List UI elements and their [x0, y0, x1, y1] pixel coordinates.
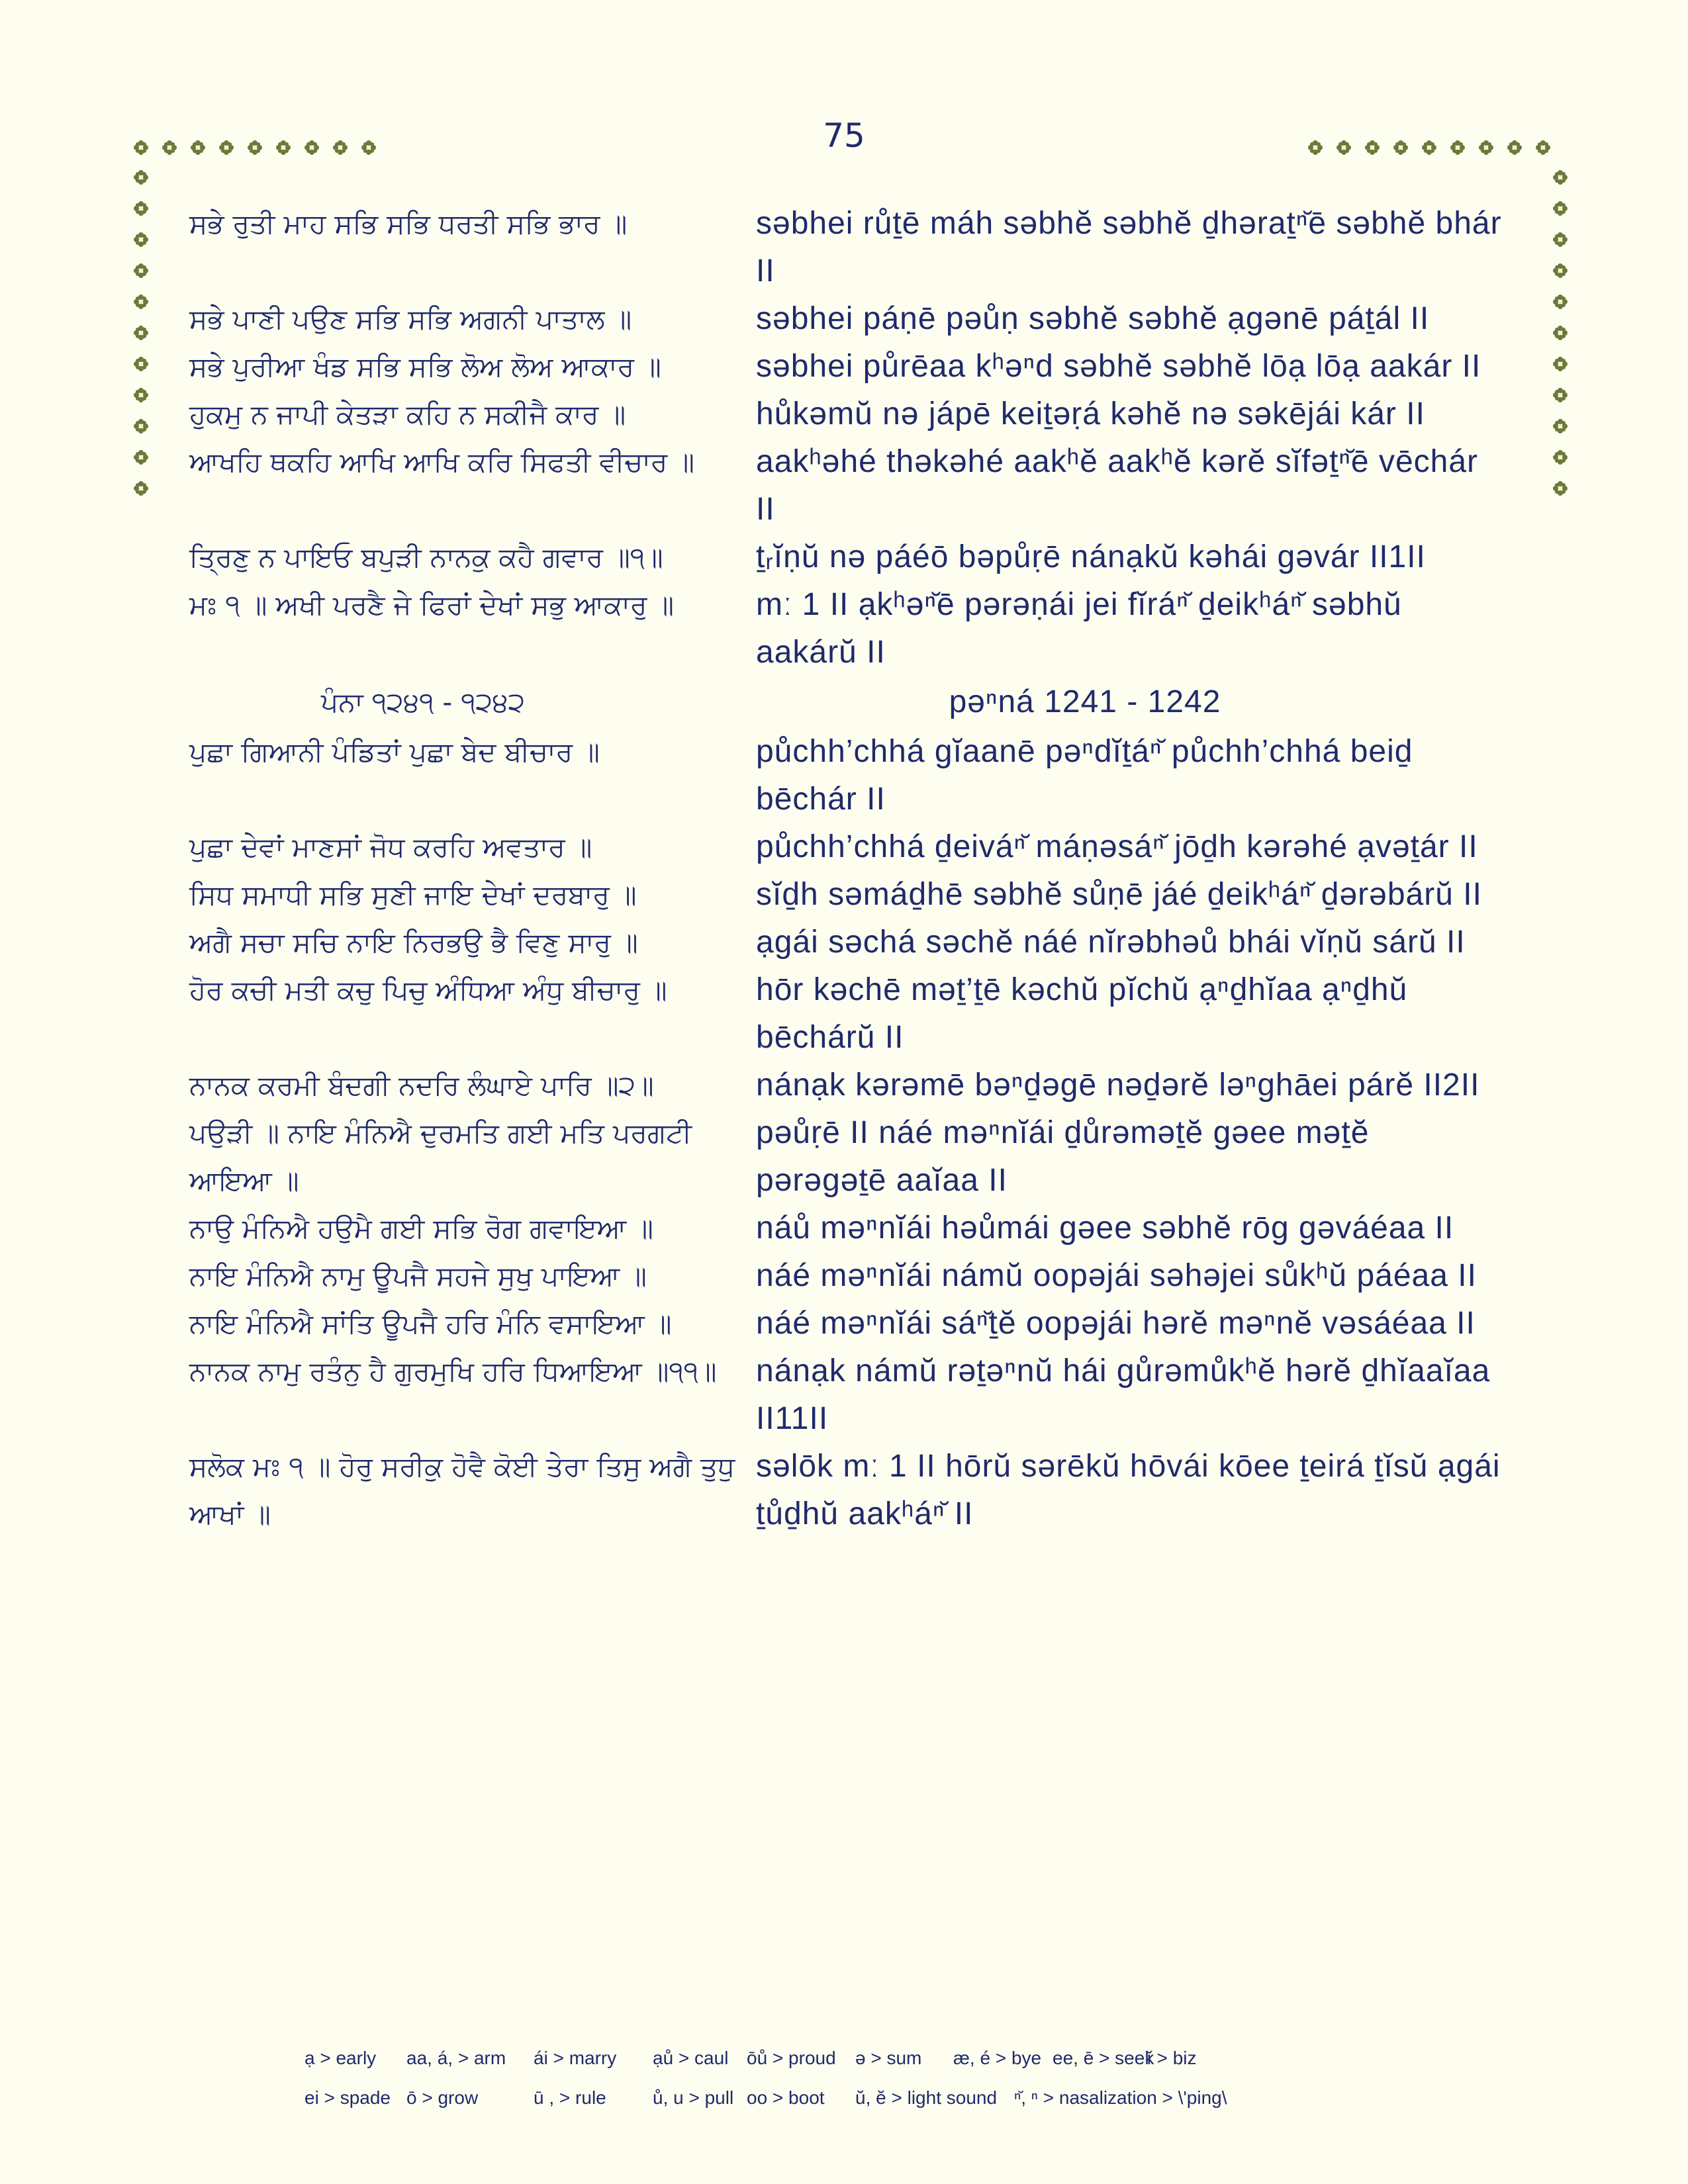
verse-transliteration: səbhei páṇē pəůṇ səbhĕ səbhĕ ạgənē páṯál II [756, 301, 1430, 336]
verse-gurmukhi: ਪਉੜੀ ॥ ਨਾਇ ਮੰਨਿਐ ਦੁਰਮਤਿ ਗਈ ਮਤਿ ਪਰਗਟੀ ਆਇਆ ॥ [189, 1117, 692, 1197]
verse-row [189, 438, 1507, 533]
flower-icon [1552, 231, 1569, 248]
flower-icon [1552, 449, 1569, 466]
page-reference [189, 676, 1507, 728]
legend-item: æ, é > bye [953, 2048, 1042, 2068]
verse-transliteration: mː 1 II ạkʰəⁿ̆ē pərəṇái jei fĭráⁿ̆ ḏeikʰáⁿ̆ səbhŭ aakárŭ II [756, 587, 1402, 670]
verse-transliteration: půchh’chhá ḏeiváⁿ̆ máṇəsáⁿ̆ jōḏh kərəhé ạvəṯár II [756, 829, 1478, 864]
ornament-right [1552, 169, 1569, 497]
flower-icon [132, 231, 150, 248]
verse-row [189, 1347, 1507, 1443]
legend-item: ů, u > pull [653, 2087, 734, 2108]
verse-row [189, 823, 1507, 871]
verse-gurmukhi: ਪੁਛਾ ਦੇਵਾਂ ਮਾਣਸਾਂ ਜੋਧ ਕਰਹਿ ਅਵਤਾਰ ॥ [189, 831, 592, 863]
legend-item: ĭ > biz [1147, 2048, 1197, 2068]
legend-item: ạů > caul [653, 2048, 729, 2068]
verse-row [189, 581, 1507, 676]
legend-item: ō > grow [406, 2087, 479, 2108]
verse-transliteration: səbhei půrēaa kʰəⁿd səbhĕ səbhĕ lōạ lōạ aakár II [756, 349, 1481, 384]
verse-transliteration: sĭḏh səmáḏhē səbhĕ sůṇē jáé ḏeikʰáⁿ̆ ḏərəbárŭ II [756, 877, 1482, 912]
flower-icon [132, 324, 150, 341]
flower-icon [1449, 139, 1466, 156]
verse-transliteration: ṯᵣĭṇŭ nə páéō bəpůṛē nánạkŭ kəhái gəvár II1II [756, 539, 1426, 574]
flower-icon [1552, 200, 1569, 217]
verse-transliteration: aakʰəhé thəkəhé aakʰĕ aakʰĕ kərĕ sĭfəṯⁿ̆ē vēchár II [756, 444, 1479, 527]
flower-icon [1552, 293, 1569, 310]
legend-item: ee, ē > seek [1053, 2048, 1154, 2068]
legend-item: ŭ, ĕ > light sound [855, 2087, 998, 2108]
flower-icon [132, 262, 150, 279]
legend-item: ⁿ̆, ⁿ > nasalization > \'ping\ [1014, 2087, 1227, 2108]
verse-transliteration: pəůṛē II náé məⁿnĭái ḏůrəməṯĕ gəee məṯĕ pərəgəṯē aaĭaa II [756, 1115, 1370, 1198]
flower-icon [1335, 139, 1352, 156]
verse-gurmukhi: ਹੋਰ ਕਚੀ ਮਤੀ ਕਚੁ ਪਿਚੁ ਅੰਧਿਆ ਅੰਧੁ ਬੀਚਾਰੁ ॥ [189, 974, 667, 1006]
verse-transliteration: půchh’chhá gĭaanē pəⁿdĭṯáⁿ̆ půchh’chhá beiḏ bēchár II [756, 734, 1413, 817]
legend-item: aa, á, > arm [406, 2048, 506, 2068]
scripture-content [189, 200, 1507, 1538]
verse-gurmukhi: ਨਾਇ ਮੰਨਿਐ ਨਾਮੁ ਊਪਜੈ ਸਹਜੇ ਸੁਖੁ ਪਾਇਆ ॥ [189, 1260, 647, 1292]
verse-gurmukhi: ਸਭੇ ਪਾਣੀ ਪਉਣ ਸਭਿ ਸਭਿ ਅਗਨੀ ਪਾਤਾਲ ॥ [189, 303, 632, 335]
verse-row [189, 1300, 1507, 1347]
flower-icon [1364, 139, 1381, 156]
verse-row [189, 1252, 1507, 1300]
flower-icon [1552, 262, 1569, 279]
verse-row [189, 1062, 1507, 1109]
flower-icon [1506, 139, 1523, 156]
flower-icon [1552, 387, 1569, 404]
pronunciation-legend [305, 2038, 1227, 2118]
page-reference-gurmukhi: ਪੰਨਾ ੧੨੪੧ - ੧੨੪੨ [320, 686, 526, 718]
legend-item: ū , > rule [534, 2087, 606, 2108]
verse-row [189, 1443, 1507, 1538]
verse-row [189, 343, 1507, 390]
verse-gurmukhi: ਆਖਹਿ ਥਕਹਿ ਆਖਿ ਆਖਿ ਕਰਿ ਸਿਫਤੀ ਵੀਚਾਰ ॥ [189, 446, 695, 478]
verse-gurmukhi: ਪੁਛਾ ਗਿਆਨੀ ਪੰਡਿਤਾਂ ਪੁਛਾ ਬੇਦ ਬੀਚਾਰ ॥ [189, 736, 600, 768]
flower-icon [132, 449, 150, 466]
flower-icon [303, 139, 320, 156]
verse-gurmukhi: ਸਭੇ ਪੁਰੀਆ ਖੰਡ ਸਭਿ ਸਭਿ ਲੋਅ ਲੋਅ ਆਕਾਰ ॥ [189, 351, 661, 383]
page-reference-translit: pəⁿná 1241 - 1242 [949, 684, 1221, 719]
legend-row [305, 2078, 1227, 2118]
verse-gurmukhi: ਨਾਨਕ ਕਰਮੀ ਬੰਦਗੀ ਨਦਰਿ ਲੰਘਾਏ ਪਾਰਿ ॥੨॥ [189, 1069, 654, 1101]
verse-transliteration: náé məⁿnĭái sáⁿ̆ṯĕ oopəjái hərĕ məⁿnĕ vəsáéaa II [756, 1306, 1476, 1341]
verse-transliteration: səlōk mː 1 II hōrŭ sərēkŭ hōvái kōee ṯeirá ṯĭsŭ ạgái ṯůḏhŭ aakʰáⁿ̆ II [756, 1449, 1501, 1531]
flower-icon [132, 200, 150, 217]
legend-item: oo > boot [747, 2087, 825, 2108]
flower-icon [275, 139, 292, 156]
flower-icon [1477, 139, 1495, 156]
verse-gurmukhi: ਸਿਧ ਸਮਾਧੀ ਸਭਿ ਸੁਣੀ ਜਾਇ ਦੇਖਾਂ ਦਰਬਾਰੁ ॥ [189, 879, 637, 911]
flower-icon [1421, 139, 1438, 156]
verse-transliteration: hōr kəchē məṯ’ṯē kəchŭ pĭchŭ ạⁿḏhĭaa ạⁿḏhŭ bēchárŭ II [756, 972, 1408, 1055]
verse-row [189, 533, 1507, 581]
verse-transliteration: náé məⁿnĭái námŭ oopəjái səhəjei sůkʰŭ páéaa II [756, 1258, 1477, 1293]
flower-icon [218, 139, 235, 156]
verse-row [189, 919, 1507, 966]
flower-icon [132, 480, 150, 497]
verse-transliteration: nánạk námŭ rəṯəⁿnŭ hái gůrəmůkʰĕ hərĕ ḏhĭaaĭaa II11II [756, 1353, 1491, 1436]
verse-gurmukhi: ਮਃ ੧ ॥ ਅਖੀ ਪਰਣੈ ਜੇ ਫਿਰਾਂ ਦੇਖਾਂ ਸਭੁ ਆਕਾਰੁ ॥ [189, 589, 675, 621]
flower-icon [1552, 169, 1569, 186]
legend-item: ə > sum [855, 2048, 922, 2068]
page-number: 75 [823, 116, 865, 155]
legend-item: ái > marry [534, 2048, 617, 2068]
verse-row [189, 871, 1507, 919]
flower-icon [1552, 480, 1569, 497]
flower-icon [1392, 139, 1409, 156]
verse-transliteration: náů məⁿnĭái həůmái gəee səbhĕ rōg gəváéaa II [756, 1210, 1454, 1246]
flower-icon [132, 418, 150, 435]
legend-item: ạ > early [305, 2048, 377, 2068]
flower-icon [360, 139, 377, 156]
verse-gurmukhi: ਨਾਨਕ ਨਾਮੁ ਰਤੰਨੁ ਹੈ ਗੁਰਮੁਖਿ ਹਰਿ ਧਿਆਇਆ ॥੧੧॥ [189, 1355, 717, 1387]
ornament-top-right [1307, 139, 1552, 156]
flower-icon [332, 139, 349, 156]
flower-icon [189, 139, 207, 156]
verse-group-2 [189, 728, 1507, 1538]
legend-row [305, 2038, 1213, 2078]
verse-group-1 [189, 200, 1507, 676]
verse-transliteration: hůkəmŭ nə jápē keiṯəṛá kəhĕ nə səkējái kár II [756, 396, 1425, 432]
legend-item: ei > spade [305, 2087, 391, 2108]
flower-icon [161, 139, 178, 156]
flower-icon [132, 293, 150, 310]
verse-transliteration: nánạk kərəmē bəⁿḏəgē nəḏərĕ ləⁿghāei párĕ II2II [756, 1068, 1480, 1103]
verse-gurmukhi: ਨਾਇ ਮੰਨਿਐ ਸਾਂਤਿ ਊਪਜੈ ਹਰਿ ਮੰਨਿ ਵਸਾਇਆ ॥ [189, 1308, 672, 1340]
verse-transliteration: ạgái səchá səchĕ náé nĭrəbhəů bhái vĭṇŭ sárŭ II [756, 925, 1466, 960]
verse-gurmukhi: ਸਲੋਕ ਮਃ ੧ ॥ ਹੋਰੁ ਸਰੀਕੁ ਹੋਵੈ ਕੋਈ ਤੇਰਾ ਤਿਸੁ ਅਗੈ ਤੁਧੁ ਆਖਾਂ ॥ [189, 1451, 735, 1530]
flower-icon [1307, 139, 1324, 156]
verse-gurmukhi: ਸਭੇ ਰੁਤੀ ਮਾਹ ਸਭਿ ਸਭਿ ਧਰਤੀ ਸਭਿ ਭਾਰ ॥ [189, 208, 628, 240]
verse-gurmukhi: ਹੁਕਮੁ ਨ ਜਾਪੀ ਕੇਤੜਾ ਕਹਿ ਨ ਸਕੀਜੈ ਕਾਰ ॥ [189, 398, 626, 430]
flower-icon [1552, 324, 1569, 341]
verse-row [189, 966, 1507, 1062]
verse-gurmukhi: ਅਗੈ ਸਚਾ ਸਚਿ ਨਾਇ ਨਿਰਭਉ ਭੈ ਵਿਣੁ ਸਾਰੁ ॥ [189, 927, 638, 958]
verse-gurmukhi: ਨਾਉ ਮੰਨਿਐ ਹਉਮੈ ਗਈ ਸਭਿ ਰੋਗ ਗਵਾਇਆ ॥ [189, 1212, 653, 1244]
verse-row [189, 295, 1507, 343]
flower-icon [1552, 355, 1569, 373]
ornament-top-left [132, 139, 377, 156]
flower-icon [132, 387, 150, 404]
legend-item: ōů > proud [747, 2048, 836, 2068]
verse-row [189, 200, 1507, 295]
flower-icon [132, 139, 150, 156]
verse-row [189, 1109, 1507, 1205]
flower-icon [246, 139, 263, 156]
verse-row [189, 728, 1507, 823]
verse-gurmukhi: ਤ੍ਰਿਣੁ ਨ ਪਾਇਓ ਬਪੁੜੀ ਨਾਨਕੁ ਕਹੈ ਗਵਾਰ ॥੧॥ [189, 541, 663, 573]
flower-icon [1552, 418, 1569, 435]
flower-icon [132, 169, 150, 186]
flower-icon [132, 355, 150, 373]
verse-row [189, 1205, 1507, 1252]
verse-transliteration: səbhei růṯē máh səbhĕ səbhĕ ḏhəraṯⁿ̆ē səbhĕ bhár II [756, 206, 1502, 289]
verse-row [189, 390, 1507, 438]
ornament-left [132, 169, 150, 497]
flower-icon [1534, 139, 1552, 156]
